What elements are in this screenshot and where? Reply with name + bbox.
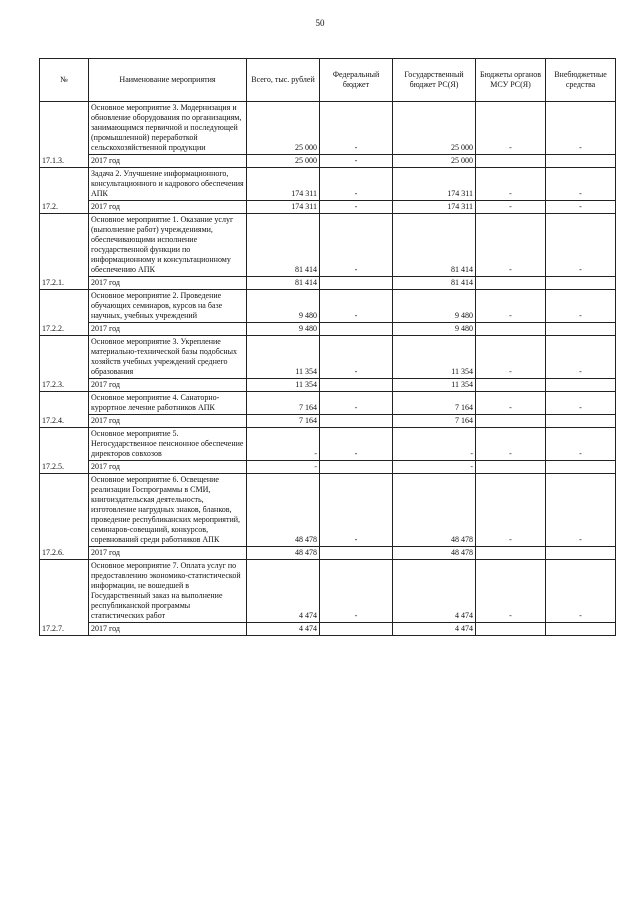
table-row: [40, 168, 616, 201]
row-total: 11 354: [247, 336, 320, 379]
page-number: 50: [315, 18, 325, 28]
row-federal: -: [320, 560, 393, 623]
row-state: -: [393, 428, 476, 461]
year-total: -: [247, 461, 320, 474]
table-row: [40, 102, 616, 155]
year-federal: -: [320, 155, 393, 168]
row-extra: -: [546, 102, 616, 155]
year-state: -: [393, 461, 476, 474]
row-state: 7 164: [393, 392, 476, 415]
year-state: 7 164: [393, 415, 476, 428]
row-name: Основное мероприятие 1. Оказание услуг (выполнение работ) учреждениями, обеспечивающими исполнение государственной функции по информационному и консультационному обеспечению АПК: [89, 214, 247, 277]
year-msu: [476, 323, 546, 336]
year-state: 81 414: [393, 277, 476, 290]
header-num: №: [40, 59, 89, 102]
year-msu: [476, 155, 546, 168]
row-state: 25 000: [393, 102, 476, 155]
year-label: 2017 год: [89, 461, 247, 474]
year-label: 2017 год: [89, 415, 247, 428]
year-label: 2017 год: [89, 277, 247, 290]
year-msu: [476, 415, 546, 428]
year-msu: [476, 623, 546, 636]
year-extra: [546, 323, 616, 336]
year-msu: -: [476, 201, 546, 214]
row-number: 17.2.4.: [40, 392, 89, 428]
header-federal: Федеральный бюджет: [320, 59, 393, 102]
year-total: 7 164: [247, 415, 320, 428]
year-row: [40, 379, 616, 392]
row-number: 17.2.: [40, 168, 89, 214]
row-msu: -: [476, 336, 546, 379]
year-state: 4 474: [393, 623, 476, 636]
row-federal: -: [320, 392, 393, 415]
row-state: 4 474: [393, 560, 476, 623]
row-extra: -: [546, 428, 616, 461]
row-number: 17.2.1.: [40, 214, 89, 290]
row-name: Задача 2. Улучшение информационного, консультационного и кадрового обеспечения АПК: [89, 168, 247, 201]
year-extra: [546, 415, 616, 428]
table-row: [40, 336, 616, 379]
header-msu: Бюджеты органов МСУ РС(Я): [476, 59, 546, 102]
year-total: 174 311: [247, 201, 320, 214]
year-extra: [546, 547, 616, 560]
row-federal: -: [320, 102, 393, 155]
year-state: 174 311: [393, 201, 476, 214]
table-row: [40, 392, 616, 415]
header-extra: Внебюджетные средства: [546, 59, 616, 102]
year-federal: -: [320, 201, 393, 214]
row-total: 9 480: [247, 290, 320, 323]
row-number: 17.2.7.: [40, 560, 89, 636]
row-number: 17.2.6.: [40, 474, 89, 560]
year-label: 2017 год: [89, 155, 247, 168]
table-header-row: [40, 59, 616, 102]
row-name: Основное мероприятие 3. Укрепление материально-технической базы подобсных хозяйств учебных учреждений среднего образования: [89, 336, 247, 379]
year-total: 81 414: [247, 277, 320, 290]
table-row: [40, 290, 616, 323]
row-msu: -: [476, 474, 546, 547]
year-state: 9 480: [393, 323, 476, 336]
row-name: Основное мероприятие 6. Освещение реализации Госпрограммы в СМИ, книгоиздательская деятельность, изготовление нагрудных знаков, бланков, проведение республиканских мероприятий, семинаров-совещаний, конкурсов, соревнований среди работников АПК: [89, 474, 247, 547]
row-msu: -: [476, 428, 546, 461]
row-number: 17.2.5.: [40, 428, 89, 474]
row-federal: -: [320, 214, 393, 277]
year-extra: [546, 277, 616, 290]
row-total: 48 478: [247, 474, 320, 547]
row-extra: -: [546, 392, 616, 415]
row-extra: -: [546, 336, 616, 379]
year-label: 2017 год: [89, 623, 247, 636]
row-extra: -: [546, 168, 616, 201]
year-federal: [320, 415, 393, 428]
row-number: 17.2.3.: [40, 336, 89, 392]
row-total: 4 474: [247, 560, 320, 623]
header-name: Наименование мероприятия: [89, 59, 247, 102]
row-number: 17.2.2.: [40, 290, 89, 336]
row-state: 81 414: [393, 214, 476, 277]
row-msu: -: [476, 168, 546, 201]
row-total: 7 164: [247, 392, 320, 415]
row-federal: -: [320, 290, 393, 323]
row-total: -: [247, 428, 320, 461]
year-federal: [320, 277, 393, 290]
year-label: 2017 год: [89, 201, 247, 214]
header-total: Всего, тыс. рублей: [247, 59, 320, 102]
row-msu: -: [476, 214, 546, 277]
row-name: Основное мероприятие 7. Оплата услуг по предоставлению экономико-статистической информации, не вошедшей в Государственный заказ на выполнение республиканской программы статистических работ: [89, 560, 247, 623]
year-extra: [546, 623, 616, 636]
year-row: [40, 623, 616, 636]
year-total: 48 478: [247, 547, 320, 560]
row-msu: -: [476, 560, 546, 623]
year-msu: [476, 379, 546, 392]
row-msu: -: [476, 102, 546, 155]
year-label: 2017 год: [89, 323, 247, 336]
row-total: 81 414: [247, 214, 320, 277]
year-total: 25 000: [247, 155, 320, 168]
row-total: 174 311: [247, 168, 320, 201]
year-extra: -: [546, 201, 616, 214]
table-row: [40, 560, 616, 623]
year-federal: [320, 461, 393, 474]
year-federal: [320, 323, 393, 336]
year-row: [40, 461, 616, 474]
budget-table: [39, 58, 616, 636]
year-federal: [320, 379, 393, 392]
row-state: 174 311: [393, 168, 476, 201]
year-federal: [320, 623, 393, 636]
table-row: [40, 474, 616, 547]
year-row: [40, 415, 616, 428]
row-extra: -: [546, 290, 616, 323]
row-federal: -: [320, 428, 393, 461]
row-state: 11 354: [393, 336, 476, 379]
year-federal: [320, 547, 393, 560]
row-msu: -: [476, 290, 546, 323]
row-extra: -: [546, 214, 616, 277]
year-msu: [476, 461, 546, 474]
row-extra: -: [546, 560, 616, 623]
row-name: Основное мероприятие 3. Модернизация и обновление оборудования по организациям, занимающимся первичной и последующей (промышленной) переработкой сельскохозяйственной продукции: [89, 102, 247, 155]
header-state: Государственный бюджет РС(Я): [393, 59, 476, 102]
year-row: [40, 277, 616, 290]
year-extra: [546, 379, 616, 392]
year-row: [40, 547, 616, 560]
row-state: 48 478: [393, 474, 476, 547]
year-label: 2017 год: [89, 379, 247, 392]
table-row: [40, 428, 616, 461]
year-extra: [546, 461, 616, 474]
year-state: 25 000: [393, 155, 476, 168]
year-state: 11 354: [393, 379, 476, 392]
year-extra: [546, 155, 616, 168]
row-federal: -: [320, 474, 393, 547]
row-state: 9 480: [393, 290, 476, 323]
year-total: 4 474: [247, 623, 320, 636]
year-total: 9 480: [247, 323, 320, 336]
row-name: Основное мероприятие 4. Санаторно-курортное лечение работников АПК: [89, 392, 247, 415]
year-row: [40, 155, 616, 168]
year-msu: [476, 547, 546, 560]
year-total: 11 354: [247, 379, 320, 392]
year-state: 48 478: [393, 547, 476, 560]
year-row: [40, 323, 616, 336]
table-row: [40, 214, 616, 277]
row-number: 17.1.3.: [40, 102, 89, 168]
row-name: Основное мероприятие 2. Проведение обучающих семинаров, курсов на базе научных, учебных учреждений: [89, 290, 247, 323]
row-extra: -: [546, 474, 616, 547]
row-total: 25 000: [247, 102, 320, 155]
row-federal: -: [320, 336, 393, 379]
year-msu: [476, 277, 546, 290]
row-name: Основное мероприятие 5. Негосударственное пенсионное обеспечение директоров совхозов: [89, 428, 247, 461]
row-msu: -: [476, 392, 546, 415]
year-label: 2017 год: [89, 547, 247, 560]
year-row: [40, 201, 616, 214]
row-federal: -: [320, 168, 393, 201]
table-body: [40, 102, 616, 636]
